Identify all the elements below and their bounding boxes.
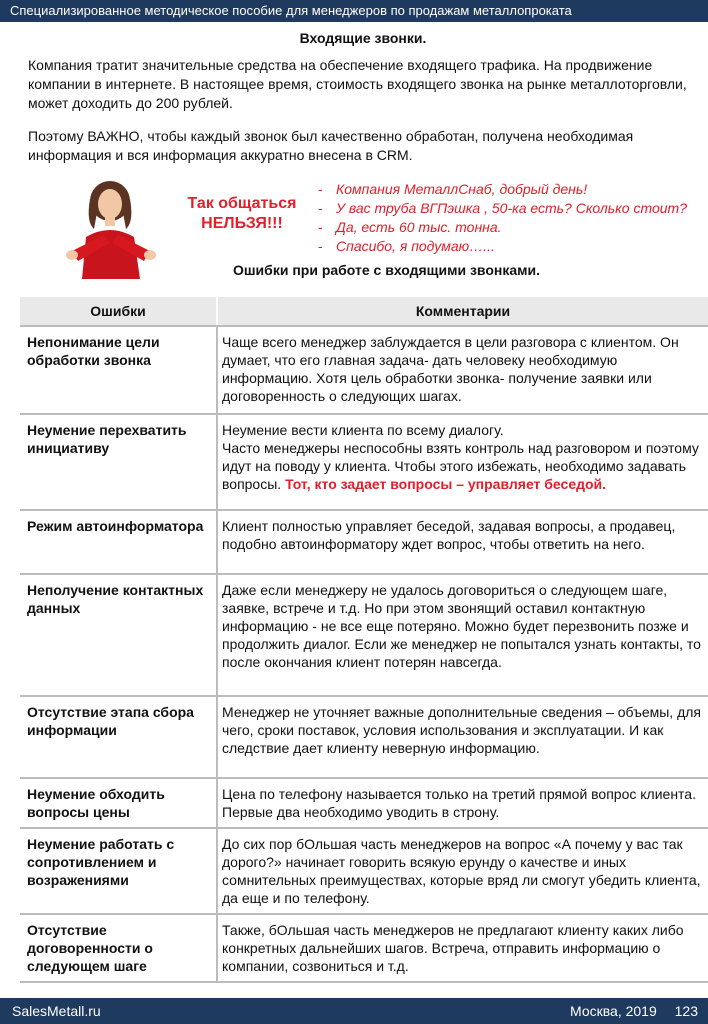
dialog-line: - Спасибо, я подумаю…... bbox=[318, 237, 708, 256]
page-number: 123 bbox=[674, 1003, 698, 1019]
error-cell: Неумение обходить вопросы цены bbox=[20, 778, 217, 828]
section-title: Входящие звонки. bbox=[299, 30, 427, 46]
comment-cell: Даже если менеджеру не удалось договориться о следующем шаге, заявке, встрече и т.д. Но при этом звонящий оставил контактную информацию - не все еще потеряно. Можно будет перезвонить позже и продолжить диалог. Если же менеджер не попытался узнать контакты, то после окончания клиент потерян навсегда. bbox=[217, 574, 708, 696]
site-name: SalesMetall.ru bbox=[12, 1003, 101, 1019]
table-row bbox=[20, 914, 708, 982]
top-banner bbox=[0, 0, 708, 22]
footer-bar bbox=[0, 998, 708, 1024]
table-row bbox=[20, 778, 708, 828]
error-cell: Неумение работать с сопротивлением и возражениями bbox=[20, 828, 217, 914]
dialog-line: - Да, есть 60 тыс. тонна. bbox=[318, 218, 708, 237]
dialog-line: - Компания МеталлСнаб, добрый день! bbox=[318, 180, 708, 199]
error-cell: Неполучение контактных данных bbox=[20, 574, 217, 696]
woman-crossed-arms-illustration bbox=[64, 177, 158, 279]
page-content bbox=[28, 30, 698, 279]
error-cell: Непонимание цели обработки звонка bbox=[20, 326, 217, 414]
table-row bbox=[20, 326, 708, 414]
table-row bbox=[20, 828, 708, 914]
table-row bbox=[20, 510, 708, 574]
error-cell: Отсутствие этапа сбора информации bbox=[20, 696, 217, 778]
comment-cell: Менеджер не уточняет важные дополнительные сведения – объемы, для чего, сроки поставок, условия использования и эксплуатации. И как следствие дает клиенту неверную информацию. bbox=[217, 696, 708, 778]
forbidden-label: Так общаться НЕЛЬЗЯ!!! bbox=[187, 195, 297, 232]
comment-cell: Клиент полностью управляет беседой, задавая вопросы, а продавец, подобно автоинформатору ждет вопрос, чтобы ответить на него. bbox=[217, 510, 708, 574]
comment-cell: Чаще всего менеджер заблуждается в цели разговора с клиентом. Он думает, что его главная задача- дать человеку необходимую информацию. Хотя цель обработки звонка- получение заявки или договоренность о следующих шагах. bbox=[217, 326, 708, 414]
header-errors: Ошибки bbox=[20, 297, 217, 326]
error-cell: Отсутствие договоренности о следующем шаге bbox=[20, 914, 217, 982]
table-header-row bbox=[20, 297, 708, 326]
comment-cell bbox=[217, 414, 708, 510]
table-title: Ошибки при работе с входящими звонками. bbox=[233, 262, 540, 278]
bad-dialog-list bbox=[318, 180, 708, 256]
table-row bbox=[20, 574, 708, 696]
table-row bbox=[20, 414, 708, 510]
header-comments: Комментарии bbox=[217, 297, 708, 326]
city-year: Москва, 2019 bbox=[570, 1003, 657, 1019]
comment-highlight: Тот, кто задает вопросы – управляет беседой. bbox=[285, 476, 607, 492]
comment-cell: До сих пор бОльшая часть менеджеров на вопрос «А почему у вас так дорого?» начинает говорить всякую ерунду о качестве и иных сомнительных преимуществах, которые вряд ли смогут убедить клиента, да еще и по телефону. bbox=[217, 828, 708, 914]
comment-text: Неумение вести клиента по всему диалогу. Часто менеджеры неспособны взять контроль над разговором и поэтому идут на поводу у клиента. Чтобы этого избежать, необходимо задавать вопросы. bbox=[222, 422, 699, 492]
error-cell: Режим автоинформатора bbox=[20, 510, 217, 574]
error-cell: Неумение перехватить инициативу bbox=[20, 414, 217, 510]
table-row bbox=[20, 696, 708, 778]
banner-title: Специализированное методическое пособие для менеджеров по продажам металлопроката bbox=[10, 3, 572, 18]
intro-paragraph: Компания тратит значительные средства на обеспечение входящего трафика. На продвижение компании в интернете. В настоящее время, стоимость входящего звонка на рынке металлоторговли, может доходить до 200 рублей. bbox=[28, 57, 687, 111]
comment-cell: Также, бОльшая часть менеджеров не предлагают клиенту каких либо конкретных дальнейших шагов. Встреча, отправить информацию о компании, созвониться и т.д. bbox=[217, 914, 708, 982]
dialog-line: - У вас труба ВГПэшка , 50-ка есть? Сколько стоит? bbox=[318, 199, 708, 218]
important-paragraph: Поэтому ВАЖНО, чтобы каждый звонок был качественно обработан, получена необходимая информация и вся информация аккуратно внесена в CRM. bbox=[28, 128, 634, 163]
comment-cell: Цена по телефону называется только на третий прямой вопрос клиента. Первые два необходимо уводить в строну. bbox=[217, 778, 708, 828]
errors-table bbox=[20, 297, 708, 983]
footer-meta bbox=[556, 998, 698, 1024]
